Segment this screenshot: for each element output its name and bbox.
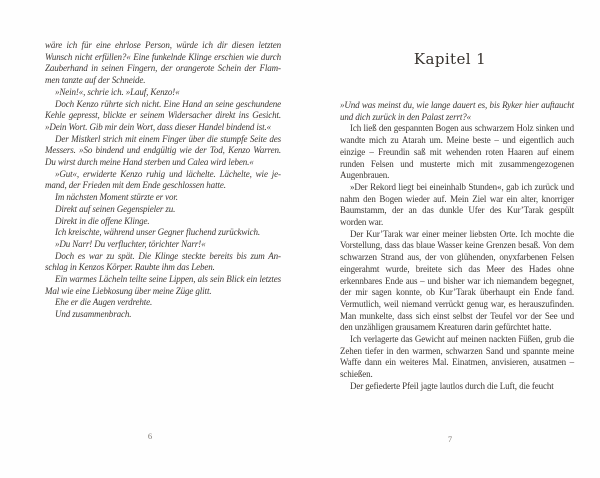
paragraph: Der Kur’Tarak war einer meiner liebsten Orte. Ich mochte die Vorstellung, dass das blaue Wasser keine Grenzen besaß. Von dem schwarzen Strand aus, der von glühenden, onyxfarbenen Felsen eingerahmt wurde, breitete sich das Meer des Hades ohne erkennbares Ende aus – und bisher war ich niemandem begegnet, der mir sagen konnte, ob Kur’Tarak überhaupt ein Ende fand. Vermutlich, weil niemand verrückt genug war, es herauszufinden. Man munkelte, dass sich einst selbst der Teufel vor der See und den unzähligen grausamem Kreaturen darin gefürchtet hatte. [340,228,574,333]
paragraph: Direkt auf seinen Gegenspieler zu. [55,203,176,214]
page-number: 7 [447,434,453,444]
paragraph: Der gefiederte Pfeil jagte lautlos durch die Luft, die feucht [350,380,554,391]
paragraph: Im nächsten Moment stürzte er vor. [55,192,178,203]
chapter-heading: Kapitel 1 [413,50,487,68]
left-page-text [45,40,281,321]
paragraph: Ich ließ den gespannten Bogen aus schwarzem Holz sinken und wandte mich zu Atarah um. Meine beste – und eigentlich auch einzige – Freundin saß mit wehenden roten Haaren auf einem runden Felsen und musterte mich mit zusammengezogenen Augenbrauen. [340,123,574,181]
paragraph: Direkt in die offene Klinge. [55,215,150,226]
intro-paragraph: »Und was meinst du, wie lange dauert es, bis Ryker hier auftaucht und dich zurück in den Palast zerrt?« [340,100,574,122]
page-number: 6 [147,431,153,441]
paragraph: wäre ich für eine ehrlose Person, würde ich dir diesen letzten Wunsch nicht erfüllen?« Eine funkelnde Klinge erschien wie durch Zauberhand in seinen Fingern, der orangerote Schein der Flammen tanzte auf der Schneide. [45,40,281,86]
paragraph: »Du Narr! Du verfluchter, törichter Narr!« [55,238,206,249]
right-page [300,0,600,478]
paragraph: Doch Kenzo rührte sich nicht. Eine Hand an seine geschundene Kehle gepresst, blickte er seinem Widersacher direkt ins Gesicht. »Dein Wort. Gib mir dein Wort, dass dieser Handel bindend ist.« [45,98,281,132]
right-page-text [340,100,574,393]
paragraph: Ich kreischte, während unser Gegner fluchend zurückwich. [55,227,261,238]
paragraph: Ein warmes Lächeln teilte seine Lippen, als sein Blick ein letztes Mal wie eine Liebkosung über meine Züge glitt. [45,274,281,296]
paragraph: Doch es war zu spät. Die Klinge steckte bereits bis zum Anschlag in Kenzos Körper. Raubte ihm das Leben. [45,250,281,273]
paragraph: Der Mistkerl strich mit einem Finger über die stumpfe Seite des Messers. »So bindend und endgültig wie der Tod, Kenzo Warren. Du wirst durch meine Hand sterben und Calea wird leben.« [45,133,281,168]
paragraph: Ich verlagerte das Gewicht auf meinen nackten Füßen, grub die Zehen tiefer in den warmen, schwarzen Sand und spannte meine Waffe dann ein weiteres Mal. Einatmen, anvisieren, ausatmen – schießen. [340,334,574,380]
paragraph: Und zusammenbrach. [55,309,132,320]
paragraph: »Der Rekord liegt bei eineinhalb Stunden«, gab ich zurück und nahm den Bogen wieder auf. Mein Ziel war ein alter, knorriger Baumstamm, der an das dunkle Ufer des Kur’Tarak gespült worden war. [340,181,574,228]
paragraph: »Nein!«, schrie ich. »Lauf, Kenzo!« [55,86,180,97]
paragraph: Ehe er die Augen verdrehte. [55,297,153,308]
paragraph: »Gut«, erwiderte Kenzo ruhig und lächelte. Lächelte, wie jemand, der Frieden mit dem Ende geschlossen hatte. [45,168,281,191]
